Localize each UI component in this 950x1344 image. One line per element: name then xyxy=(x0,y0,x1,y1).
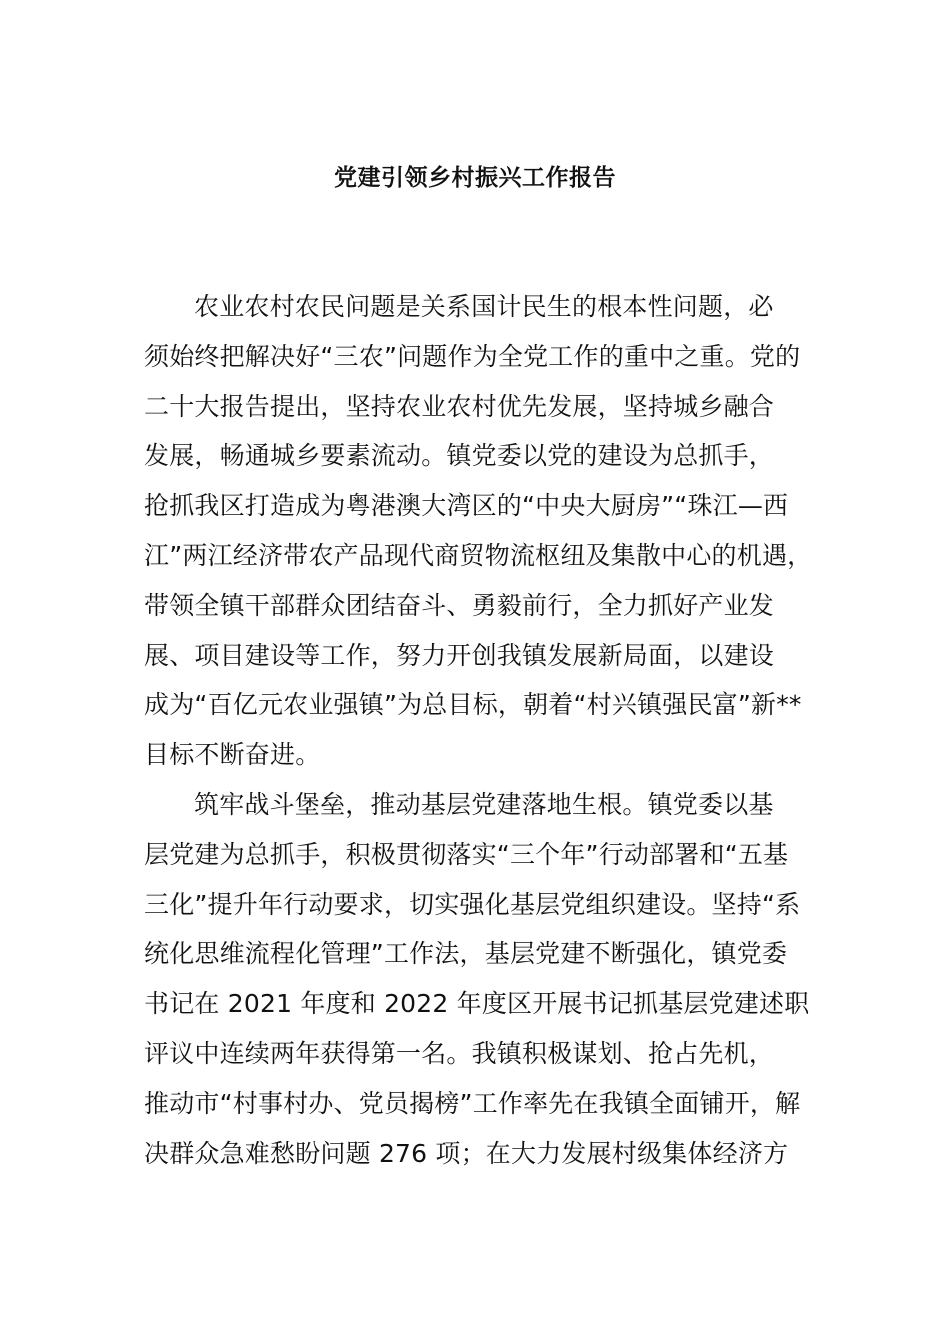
document-title: 党建引领乡村振兴工作报告 xyxy=(334,165,616,191)
paragraph-line: 三化”提升年行动要求，切实强化基层党组织建设。坚持“系 xyxy=(144,889,801,919)
paragraph-line: 决群众急难愁盼问题 276 项；在大力发展村级集体经济方 xyxy=(144,1138,789,1168)
paragraph-line: 筑牢战斗堡垒，推动基层党建落地生根。镇党委以基 xyxy=(194,789,774,819)
paragraph-line: 评议中连续两年获得第一名。我镇积极谋划、抢占先机， xyxy=(144,1038,775,1068)
paragraph-line: 展、项目建设等工作，努力开创我镇发展新局面，以建设 xyxy=(144,640,775,670)
paragraph-line: 统化思维流程化管理”工作法，基层党建不断强化，镇党委 xyxy=(144,939,788,969)
paragraph-line: 带领全镇干部群众团结奋斗、勇毅前行，全力抓好产业发 xyxy=(144,590,775,620)
paragraph-line: 抢抓我区打造成为粤港澳大湾区的“中央大厨房”“珠江—西 xyxy=(144,491,789,521)
paragraph-line: 目标不断奋进。 xyxy=(144,740,321,770)
paragraph-line: 书记在 2021 年度和 2022 年度区开展书记抓基层党建述职 xyxy=(144,989,810,1019)
paragraph-line: 农业农村农民问题是关系国计民生的根本性问题，必 xyxy=(194,292,774,321)
paragraph-line: 二十大报告提出，坚持农业农村优先发展，坚持城乡融合 xyxy=(144,391,775,421)
paragraph-line: 层党建为总抓手，积极贯彻落实“三个年”行动部署和“五基 xyxy=(144,839,789,869)
paragraph-line: 成为“百亿元农业强镇”为总目标，朝着“村兴镇强民富”新** xyxy=(144,690,802,720)
paragraph-line: 须始终把解决好“三农”问题作为全党工作的重中之重。党的 xyxy=(144,341,801,371)
document-body xyxy=(144,282,844,1178)
paragraph-line: 推动市“村事村办、党员揭榜”工作率先在我镇全面铺开，解 xyxy=(144,1088,801,1118)
paragraph-line: 发展，畅通城乡要素流动。镇党委以党的建设为总抓手， xyxy=(144,441,775,471)
paragraph-line: 江”两江经济带农产品现代商贸物流枢纽及集散中心的机遇， xyxy=(144,540,813,570)
